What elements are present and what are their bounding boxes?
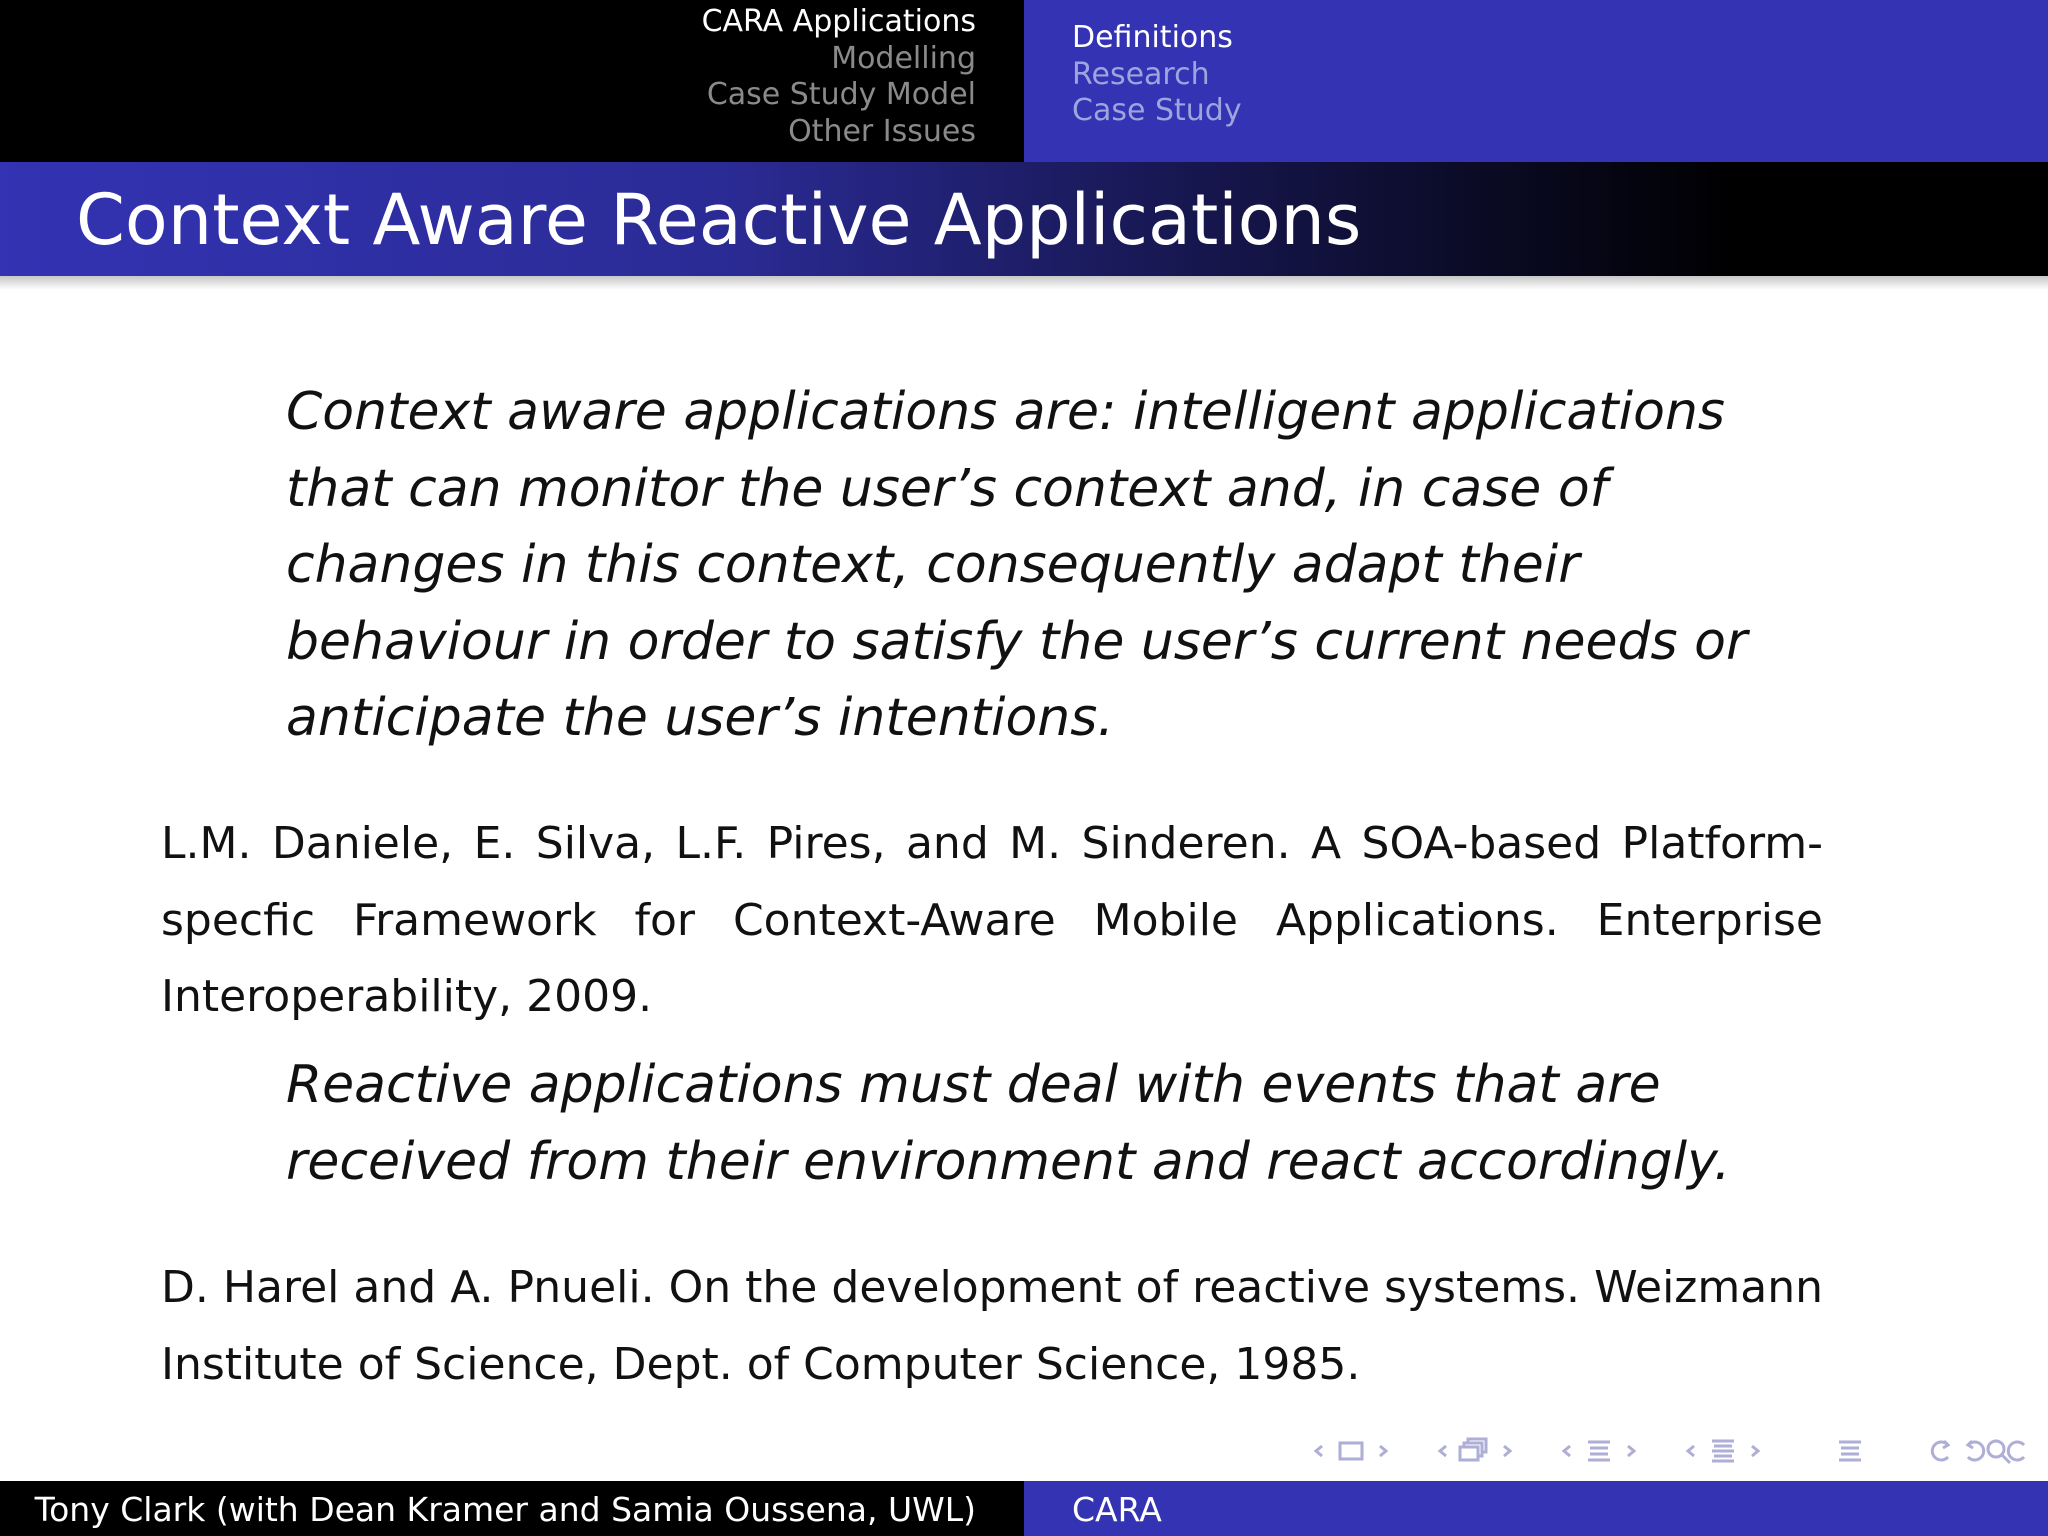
section-other-issues[interactable]: Other Issues	[788, 113, 976, 149]
footer-short-title: CARA	[1072, 1490, 1162, 1529]
harel-reference: D. Harel and A. Pnueli. On the development of reactive systems. Weizmann Institute of Science, Dept. of Computer Science, 1985.	[161, 1262, 1823, 1390]
daniele-reference: L.M. Daniele, E. Silva, L.F. Pires, and M. Sinderen. A SOA-based Platform-specfic Framework for Context-Aware Mobile Applications. Enterprise Interoperability, 2009.	[161, 818, 1823, 1022]
context-aware-definition-quote: Context aware applications are: intelligent applications that can monitor the user’s context and, in case of changes in this context, consequently adapt their behaviour in order to satisfy the user’s current needs or anticipate the user’s intentions.	[286, 382, 1748, 748]
header-section-nav	[0, 0, 1024, 162]
subsection-case-study[interactable]: Case Study	[1072, 93, 1242, 128]
frame-title-bar	[0, 162, 2048, 276]
reactive-definition-quote: Reactive applications must deal with events that are received from their environment and react accordingly.	[286, 1055, 1731, 1192]
frame-title: Context Aware Reactive Applications	[76, 179, 1362, 261]
footer-author: Tony Clark (with Dean Kramer and Samia Oussena, UWL)	[34, 1490, 976, 1529]
section-nav-icon[interactable]	[1682, 1433, 1774, 1469]
subsection-list	[1072, 20, 1242, 130]
section-case-study-model[interactable]: Case Study Model	[706, 77, 976, 112]
footer-title-bar	[1024, 1481, 2048, 1536]
section-list	[702, 4, 976, 150]
slide-nav-icon[interactable]	[1310, 1433, 1402, 1469]
appendix-icon[interactable]	[1832, 1433, 1868, 1469]
subsection-nav-icon[interactable]	[1558, 1433, 1650, 1469]
section-cara-applications[interactable]: CARA Applications	[701, 4, 976, 39]
section-modelling[interactable]: Modelling	[831, 40, 976, 76]
navigation-symbols	[1310, 1433, 2040, 1469]
footer-author-bar	[0, 1481, 1024, 1536]
header-subsection-nav	[1024, 0, 2048, 162]
subsection-research[interactable]: Research	[1072, 56, 1210, 92]
frame-nav-icon[interactable]	[1434, 1433, 1526, 1469]
subsection-definitions[interactable]: Definitions	[1072, 20, 1233, 55]
back-forward-search-icon[interactable]	[1924, 1433, 2028, 1469]
